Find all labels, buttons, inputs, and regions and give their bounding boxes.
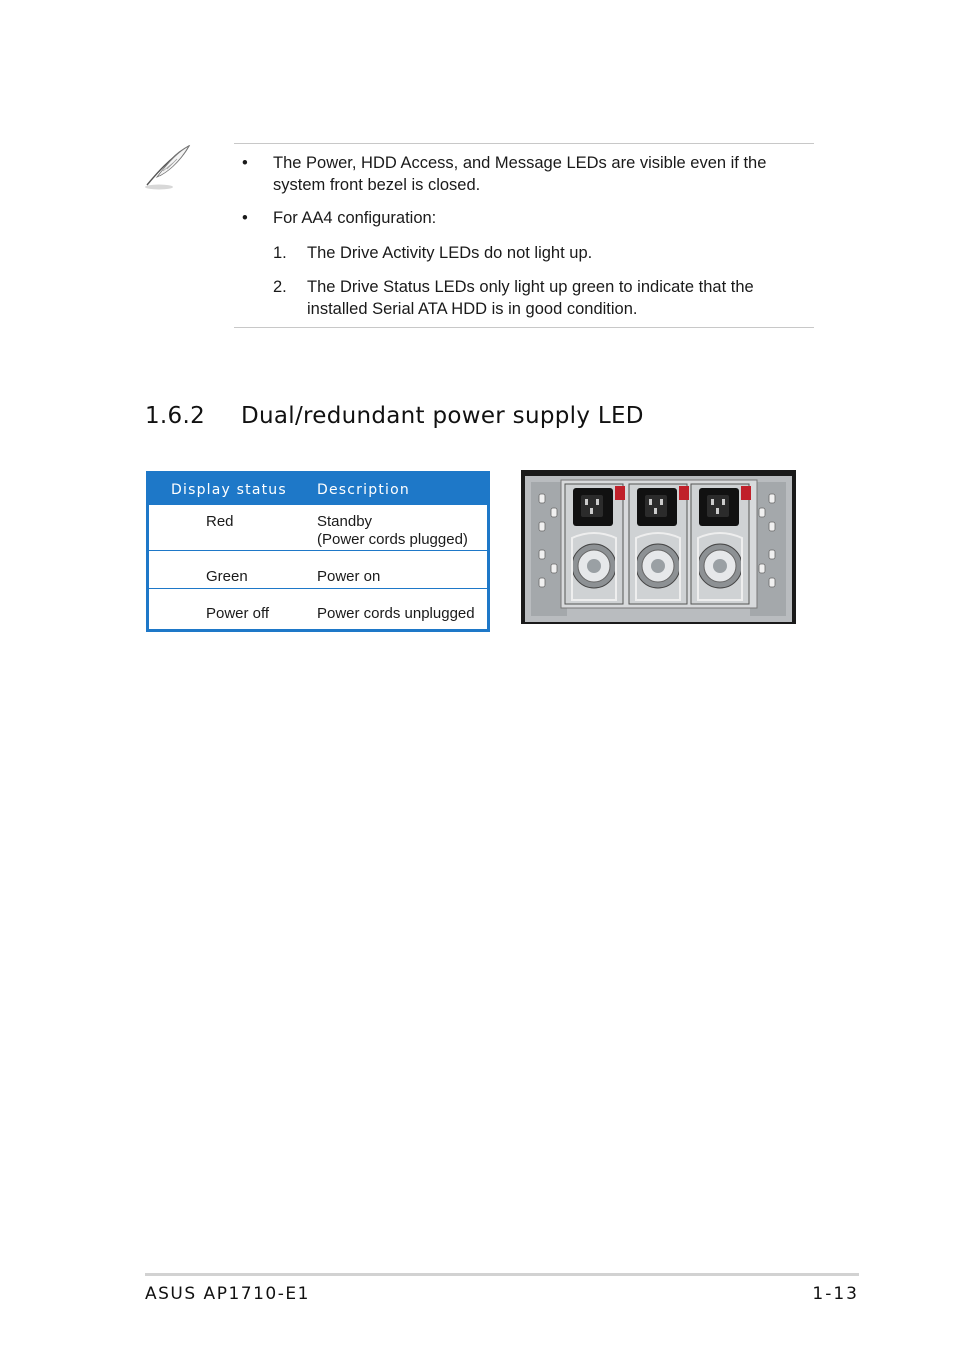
description-cell: Power cords unplugged [317,605,475,622]
footer-product-name: ASUS AP1710-E1 [145,1284,310,1304]
item-text: The Drive Activity LEDs do not light up. [307,244,593,262]
status-cell: Red [206,513,234,530]
status-cell: Power off [206,605,270,622]
description-cell: Power on [317,568,381,585]
bullet-dot: • [242,209,248,227]
bullet-dot: • [242,154,248,172]
note-box [234,143,814,328]
item-number: 2. [273,278,287,296]
footer-page-number: 1-13 [812,1284,859,1304]
row-divider [149,550,487,551]
description-line: (Power cords plugged) [317,531,468,548]
section-title: Dual/redundant power supply LED [241,403,644,429]
led-status-table [146,471,490,632]
description-cell [317,513,487,549]
power-supply-modules-photo [521,470,796,624]
section-number: 1.6.2 [145,403,206,429]
section-heading [145,403,644,429]
status-cell: Green [206,568,248,585]
feather-quill-icon [143,143,195,191]
header-display-status: Display status [171,482,287,498]
item-text: The Drive Status LEDs only light up green to indicate that the installed Serial ATA HDD is in good condition. [307,278,754,318]
description-line: Standby [317,513,373,530]
note-bullet-text: The Power, HDD Access, and Message LEDs are visible even if the system front bezel is closed. [273,154,767,194]
footer-rule [145,1273,859,1276]
header-description: Description [317,482,410,498]
item-number: 1. [273,244,287,262]
note-bullet-text: For AA4 configuration: [273,209,437,227]
table-header [146,471,490,505]
row-divider [149,588,487,589]
